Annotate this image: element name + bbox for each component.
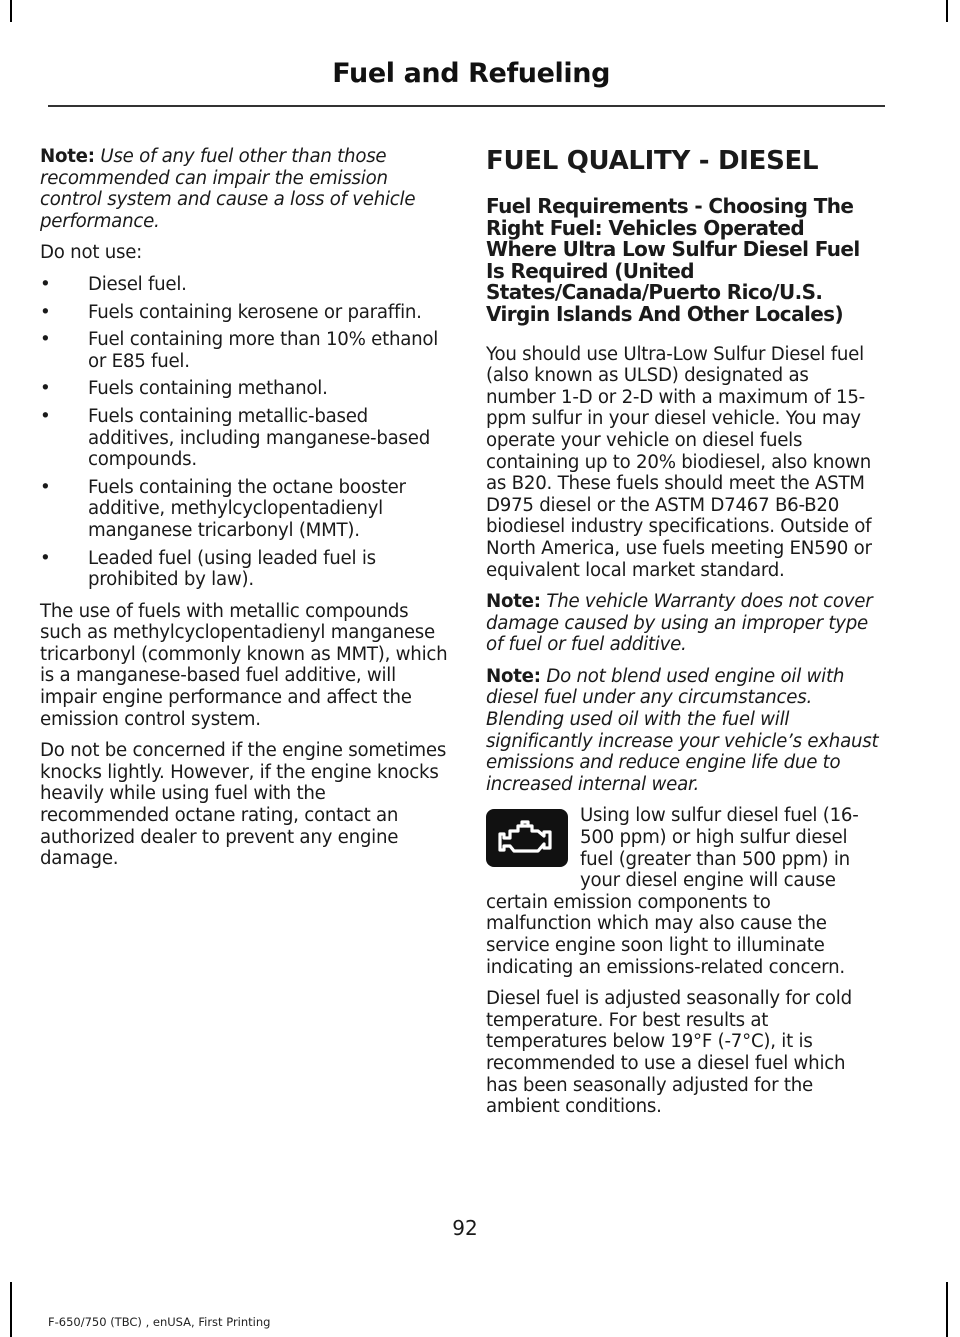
note-text: Use of any fuel other than those recommended can impair the emission control system and cause a loss of vehicle performance. xyxy=(40,146,416,232)
list-item: • Diesel fuel. xyxy=(40,274,448,296)
list-item: • Leaded fuel (using leaded fuel is prohibited by law). xyxy=(40,548,448,591)
note-warranty xyxy=(486,591,880,656)
note-label: Note: xyxy=(40,146,95,167)
left-column xyxy=(40,146,448,880)
list-item: • Fuels containing metallic-based additives, including manganese-based compounds. xyxy=(40,406,448,471)
page-number: 92 xyxy=(452,1216,478,1240)
note-fuel-other xyxy=(40,146,448,232)
crop-mark-bottom-left xyxy=(10,1282,12,1337)
paragraph-mmt: The use of fuels with metallic compounds such as methylcyclopentadienyl manganese tricarbonyl (commonly known as MMT), which is a manganese-based fuel additive, will impair engine performance and affect the emission control system. xyxy=(40,600,448,730)
list-item: • Fuels containing methanol. xyxy=(40,378,448,400)
list-item: • Fuels containing kerosene or paraffin. xyxy=(40,302,448,324)
subsection-title: Fuel Requirements - Choosing The Right Fuel: Vehicles Operated Where Ultra Low Sulfur Diesel Fuel Is Required (United States/Canada/Puerto Rico/U.S. Virgin Islands And Other Locales) xyxy=(486,194,860,326)
crop-mark-bottom-right xyxy=(946,1282,948,1337)
paragraph-seasonal: Diesel fuel is adjusted seasonally for cold temperature. For best results at temperatures below 19°F (-7°C), it is recommended to use a diesel fuel which has been seasonally adjusted for the ambient conditions. xyxy=(486,988,852,1118)
check-engine-icon-svg xyxy=(496,818,558,858)
note-text: The vehicle Warranty does not cover damage caused by using an improper type of fuel or fuel additive. xyxy=(486,591,873,656)
sulfur-text: Using low sulfur diesel fuel (16-500 ppm) or high sulfur diesel fuel (greater than 500 ppm) in your diesel engine will cause certain emission components to malfunction which may also cause the service engine soon light to illuminate indicating an emissions-related concern. xyxy=(486,805,859,978)
do-not-use-heading: Do not use: xyxy=(40,242,143,264)
paragraph-knock: Do not be concerned if the engine sometimes knocks lightly. However, if the engine knocks heavily while using fuel with the recommended octane rating, contact an authorized dealer to prevent any engine damage. xyxy=(40,740,447,870)
paragraph-ulsd: You should use Ultra-Low Sulfur Diesel fuel (also known as ULSD) designated as number 1-D or 2-D with a maximum of 15-ppm sulfur in your diesel vehicle. You may operate your vehicle on diesel fuels containing up to 20% biodiesel, also known as B20. These fuels should meet the ASTM D975 diesel or the ASTM D7467 B6-B20 biodiesel industry specifications. Outside of North America, use fuels meeting EN590 or equivalent local market standard. xyxy=(486,343,872,581)
crop-mark-top-left xyxy=(10,0,12,22)
footer-text: F-650/750 (TBC) , enUSA, First Printing xyxy=(48,1315,271,1329)
note-text: Do not blend used engine oil with diesel fuel under any circumstances. Blending used oil with the fuel will significantly increase your vehicle’s exhaust emissions and reduce engine life due to increased internal wear. xyxy=(486,665,879,795)
list-item: • Fuel containing more than 10% ethanol or E85 fuel. xyxy=(40,329,448,372)
note-used-oil xyxy=(486,666,880,796)
page-header-title: Fuel and Refueling xyxy=(332,58,610,89)
section-title: FUEL QUALITY - DIESEL xyxy=(486,146,819,176)
note-label: Note: xyxy=(486,591,541,613)
header-divider xyxy=(48,105,885,107)
right-column xyxy=(486,146,880,1128)
check-engine-icon xyxy=(486,809,568,867)
note-label: Note: xyxy=(486,665,541,687)
do-not-use-list xyxy=(40,274,448,591)
crop-mark-top-right xyxy=(946,0,948,22)
paragraph-sulfur xyxy=(486,805,880,978)
list-item: • Fuels containing the octane booster additive, methylcyclopentadienyl manganese tricarbonyl (MMT). xyxy=(40,477,448,542)
